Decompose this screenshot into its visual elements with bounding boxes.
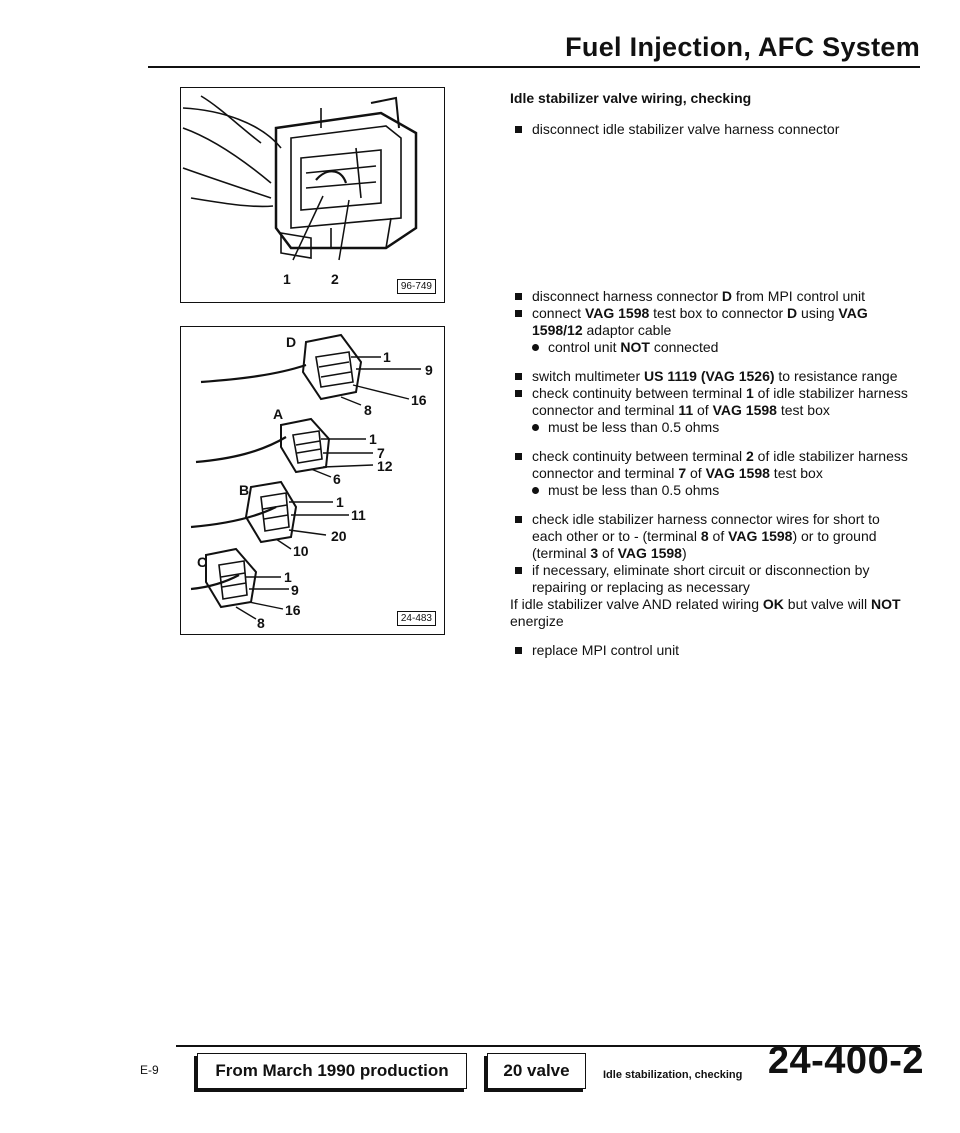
procedure-step: check continuity between terminal 2 of idle stabilizer harness connector and terminal 7 of VAG 1598 test box <box>510 448 910 482</box>
engine-box: 20 valve <box>487 1053 586 1089</box>
spacer <box>510 499 910 511</box>
procedure-step: if necessary, eliminate short circuit or disconnection by repairing or replacing as necessary <box>510 562 910 596</box>
procedure-step: check continuity between terminal 1 of idle stabilizer harness connector and terminal 11 of VAG 1598 test box <box>510 385 910 419</box>
valve-connector-illustration <box>181 88 444 302</box>
pin-label: 1 <box>284 569 292 585</box>
connectors-illustration <box>181 327 444 634</box>
pin-label: 11 <box>351 507 366 523</box>
figure-code: 96-749 <box>397 279 436 294</box>
procedure-note: If idle stabilizer valve AND related wiring OK but valve will NOT energize <box>510 596 901 629</box>
pin-label: 16 <box>285 602 301 618</box>
spacer <box>510 436 910 448</box>
pin-label: 1 <box>383 349 391 365</box>
procedure-step: disconnect idle stabilizer valve harness connector <box>510 121 910 138</box>
callout-label: 2 <box>331 271 339 287</box>
spacer <box>510 356 910 368</box>
procedure-text <box>510 90 910 659</box>
procedure-substep: must be less than 0.5 ohms <box>510 482 910 499</box>
spacer <box>510 138 910 288</box>
callout-label: 1 <box>283 271 291 287</box>
spacer <box>510 630 910 642</box>
page-title: Fuel Injection, AFC System <box>565 32 920 62</box>
figure-control-unit-connectors <box>180 326 445 635</box>
connector-b-label: B <box>239 482 250 498</box>
procedure-step: connect VAG 1598 test box to connector D using VAG 1598/12 adaptor cable <box>510 305 910 339</box>
pin-label: 1 <box>336 494 344 510</box>
pin-label: 16 <box>411 392 427 408</box>
pin-label: 6 <box>333 471 341 487</box>
procedure-step: replace MPI control unit <box>510 642 910 659</box>
footer-caption: Idle stabilization, checking <box>603 1069 743 1081</box>
pin-label: 8 <box>257 615 265 631</box>
page-id: E-9 <box>140 1063 159 1077</box>
pin-label: 8 <box>364 402 372 418</box>
procedure-steps <box>510 121 910 659</box>
pin-label: 7 <box>377 445 385 461</box>
production-box: From March 1990 production <box>197 1053 467 1089</box>
procedure-step: check idle stabilizer harness connector wires for short to each other or to - (terminal 8 of VAG 1598) or to ground (terminal 3 of VAG 1598) <box>510 511 910 562</box>
pin-label: 9 <box>425 362 433 378</box>
procedure-step: disconnect harness connector D from MPI control unit <box>510 288 910 305</box>
figure-valve-connector <box>180 87 445 303</box>
section-heading: Idle stabilizer valve wiring, checking <box>510 90 752 106</box>
header-rule <box>148 66 920 68</box>
pin-label: 1 <box>369 431 377 447</box>
procedure-step: switch multimeter US 1119 (VAG 1526) to resistance range <box>510 368 910 385</box>
connector-d-label: D <box>286 334 297 350</box>
procedure-substep: control unit NOT connected <box>510 339 910 356</box>
connector-c-label: C <box>197 554 208 570</box>
pin-label: 12 <box>377 458 393 474</box>
pin-label: 9 <box>291 582 299 598</box>
page-number: 24-400-2 <box>767 1040 924 1082</box>
figure-code: 24-483 <box>397 611 436 626</box>
pin-label: 20 <box>331 528 347 544</box>
procedure-substep: must be less than 0.5 ohms <box>510 419 910 436</box>
connector-a-label: A <box>273 406 284 422</box>
pin-label: 10 <box>293 543 309 559</box>
